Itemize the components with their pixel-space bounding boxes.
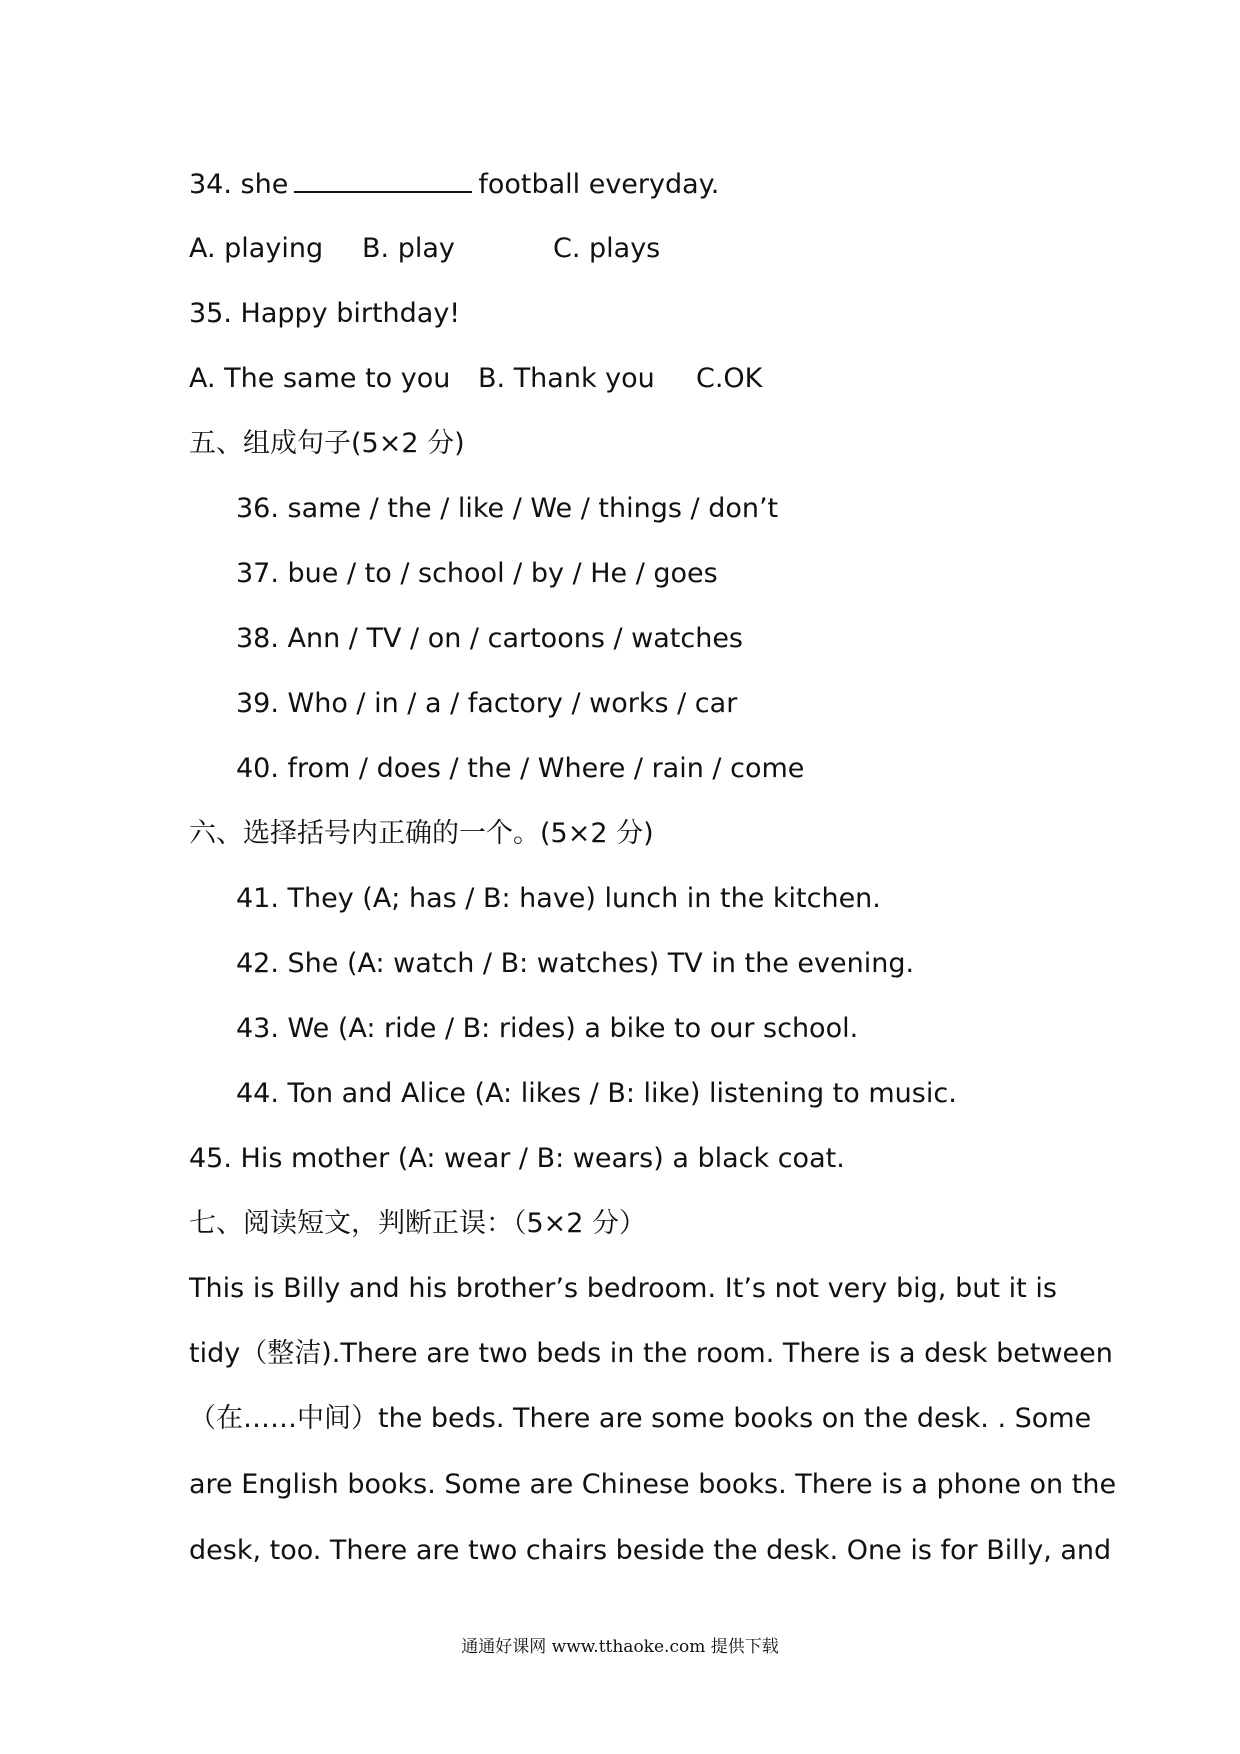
option-35-c: C.OK bbox=[696, 363, 763, 394]
option-34-a: A. playing bbox=[189, 233, 324, 264]
option-34-b: B. play bbox=[362, 233, 455, 264]
question-40: 40. from / does / the / Where / rain / come bbox=[236, 753, 805, 784]
option-35-a: A. The same to you bbox=[189, 363, 451, 394]
answer-blank bbox=[294, 165, 472, 193]
section-5-heading: 五、组成句子(5×2 分) bbox=[189, 428, 465, 459]
reading-passage-line: （在……中间）the beds. There are some books on the desk. . Some bbox=[189, 1403, 1092, 1434]
question-45: 45. His mother (A: wear / B: wears) a black coat. bbox=[189, 1143, 845, 1174]
section-7-heading: 七、阅读短文，判断正误：（5×2 分） bbox=[189, 1208, 647, 1239]
question-42: 42. She (A: watch / B: watches) TV in the evening. bbox=[236, 948, 915, 979]
section-6-heading: 六、选择括号内正确的一个。(5×2 分) bbox=[189, 818, 654, 849]
question-35: 35. Happy birthday! bbox=[189, 298, 461, 329]
question-44: 44. Ton and Alice (A: likes / B: like) listening to music. bbox=[236, 1078, 957, 1109]
question-43: 43. We (A: ride / B: rides) a bike to our school. bbox=[236, 1013, 859, 1044]
reading-passage-line: tidy（整洁).There are two beds in the room. There is a desk between bbox=[189, 1338, 1113, 1369]
option-35-b: B. Thank you bbox=[478, 363, 655, 394]
question-38: 38. Ann / TV / on / cartoons / watches bbox=[236, 623, 744, 654]
question-41: 41. They (A; has / B: have) lunch in the kitchen. bbox=[236, 883, 881, 914]
question-36: 36. same / the / like / We / things / don’t bbox=[236, 493, 779, 524]
question-34-suffix: football everyday. bbox=[478, 169, 720, 200]
question-37: 37. bue / to / school / by / He / goes bbox=[236, 558, 718, 589]
reading-passage-line: This is Billy and his brother’s bedroom. It’s not very big, but it is bbox=[189, 1273, 1057, 1304]
question-34-prefix: 34. she bbox=[189, 169, 289, 200]
reading-passage-line: desk, too. There are two chairs beside the desk. One is for Billy, and bbox=[189, 1535, 1112, 1566]
question-34 bbox=[189, 165, 719, 203]
question-39: 39. Who / in / a / factory / works / car bbox=[236, 688, 738, 719]
reading-passage-line: are English books. Some are Chinese books. There is a phone on the bbox=[189, 1469, 1117, 1500]
option-34-c: C. plays bbox=[553, 233, 661, 264]
page-footer: 通通好课网 www.tthaoke.com 提供下载 bbox=[461, 1637, 779, 1657]
